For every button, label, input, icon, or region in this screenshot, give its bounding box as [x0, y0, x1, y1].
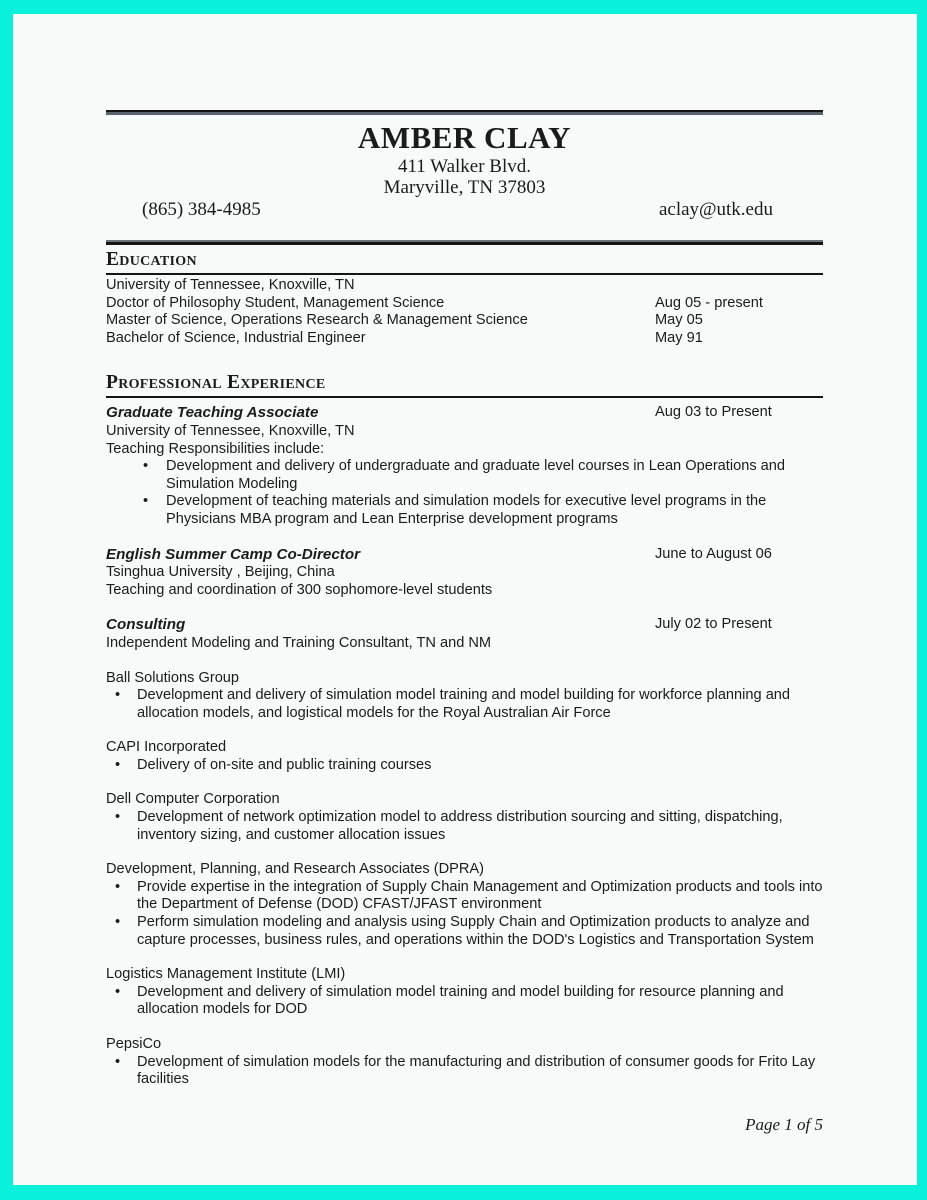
address-line-1: 411 Walker Blvd.	[397, 156, 532, 177]
client-list	[106, 670, 823, 1089]
education-date: May 91	[655, 329, 703, 346]
client-bullet	[106, 757, 823, 775]
job-line: Tsinghua University , Beijing, China	[106, 564, 335, 581]
job-title-row	[106, 546, 823, 565]
education-date: May 05	[655, 312, 703, 329]
address-line-2: Maryville, TN 37803	[383, 177, 546, 198]
job-title: English Summer Camp Co-Director	[106, 545, 361, 563]
client-bullet-list	[106, 879, 823, 949]
job-entry	[106, 616, 823, 652]
client-bullet-list	[106, 687, 823, 722]
job-line: Teaching and coordination of 300 sophomore-level students	[106, 581, 493, 598]
client-name: Ball Solutions Group	[106, 669, 240, 686]
job-line: University of Tennessee, Knoxville, TN	[106, 422, 355, 439]
client-bullet	[106, 984, 823, 1019]
contact-row	[106, 198, 823, 220]
client-name: PepsiCo	[106, 1036, 162, 1052]
education-row	[106, 330, 823, 348]
client-bullet-list	[106, 809, 823, 844]
experience-heading-underline	[106, 396, 823, 398]
job-line: Teaching Responsibilities include:	[106, 440, 325, 457]
client-bullet	[106, 1054, 823, 1089]
education-degree: Master of Science, Operations Research & Management Science	[106, 312, 528, 329]
experience-section	[106, 371, 823, 1088]
client-bullet-list	[106, 1054, 823, 1089]
bullet-text: • Perform simulation modeling and analysis using Supply Chain and Optimization products to analyze and capture processes, business rules, and operations within the DOD's Logistics and Transportation System	[137, 914, 814, 948]
client-entry	[106, 670, 823, 723]
education-school: University of Tennessee, Knoxville, TN	[106, 277, 355, 293]
job-line: Independent Modeling and Training Consultant, TN and NM	[106, 634, 492, 651]
client-name: Dell Computer Corporation	[106, 791, 280, 808]
client-name: Development, Planning, and Research Associates (DPRA)	[106, 861, 485, 878]
resume-content	[13, 110, 917, 1135]
client-bullet-list	[106, 984, 823, 1019]
job-bullet-list	[106, 458, 823, 528]
bullet-text: • Provide expertise in the integration of Supply Chain Management and Optimization products and tools into the Department of Defense (DOD) CFAST/JFAST environment	[137, 878, 823, 913]
education-row	[106, 295, 823, 313]
job-date: July 02 to Present	[655, 616, 772, 633]
job-title: Graduate Teaching Associate	[106, 404, 319, 422]
bullet-text: • Development and delivery of undergraduate and graduate level courses in Lean Operations and Simulation Modeling	[166, 458, 786, 492]
header-double-rule	[106, 240, 823, 245]
job-title: Consulting	[106, 616, 186, 634]
client-entry	[106, 966, 823, 1019]
client-bullet	[106, 914, 823, 949]
bullet-text: • Development and delivery of simulation model training and model building for resource planning and allocation models for DOD	[137, 983, 784, 1018]
job-title-row	[106, 404, 823, 423]
resume-page	[13, 14, 917, 1185]
job-bullet	[106, 458, 823, 493]
client-bullet	[106, 809, 823, 844]
phone-number: (865) 384-4985	[142, 199, 261, 220]
bullet-text: • Delivery of on-site and public training courses	[137, 756, 432, 773]
client-bullet	[106, 879, 823, 914]
education-heading: Education	[106, 249, 197, 270]
email-address: aclay@utk.edu	[658, 199, 773, 220]
bullet-text: • Development of simulation models for the manufacturing and distribution of consumer goods for Frito Lay facilities	[137, 1053, 816, 1088]
client-bullet	[106, 687, 823, 722]
page-number: Page 1 of 5	[745, 1114, 823, 1134]
job-date: June to August 06	[655, 545, 772, 562]
job-lines	[106, 564, 823, 599]
job-bullet	[106, 493, 823, 528]
client-entry	[106, 791, 823, 844]
candidate-name: AMBER CLAY	[357, 120, 572, 155]
education-degree: Doctor of Philosophy Student, Management Science	[106, 294, 445, 311]
bullet-text: • Development of network optimization model to address distribution sourcing and sitting, dispatching, inventory sizing, and customer allocation issues	[137, 809, 783, 843]
experience-heading: Professional Experience	[106, 372, 326, 394]
client-entry	[106, 1036, 823, 1089]
bullet-text: • Development and delivery of simulation model training and model building for workforce planning and allocation models, and logistical models for the Royal Australian Air Force	[137, 687, 791, 721]
job-list	[106, 404, 823, 652]
top-double-rule	[106, 110, 823, 115]
job-entry	[106, 404, 823, 528]
client-name: Logistics Management Institute (LMI)	[106, 966, 346, 983]
bullet-text: • Development of teaching materials and simulation models for executive level programs in the Physicians MBA program and Lean Enterprise development programs	[166, 493, 767, 527]
client-bullet-list	[106, 757, 823, 775]
education-row	[106, 312, 823, 330]
resume-header	[106, 120, 823, 198]
education-block	[106, 277, 823, 347]
education-degree: Bachelor of Science, Industrial Engineer	[106, 329, 366, 346]
job-date: Aug 03 to Present	[655, 404, 772, 421]
education-rows	[106, 295, 823, 348]
client-name: CAPI Incorporated	[106, 739, 227, 756]
client-entry	[106, 861, 823, 949]
client-entry	[106, 739, 823, 774]
education-section	[106, 248, 823, 347]
education-date: Aug 05 - present	[655, 294, 763, 311]
job-entry	[106, 546, 823, 600]
job-title-row	[106, 616, 823, 635]
job-lines	[106, 635, 823, 653]
job-lines	[106, 423, 823, 458]
education-heading-underline	[106, 273, 823, 275]
